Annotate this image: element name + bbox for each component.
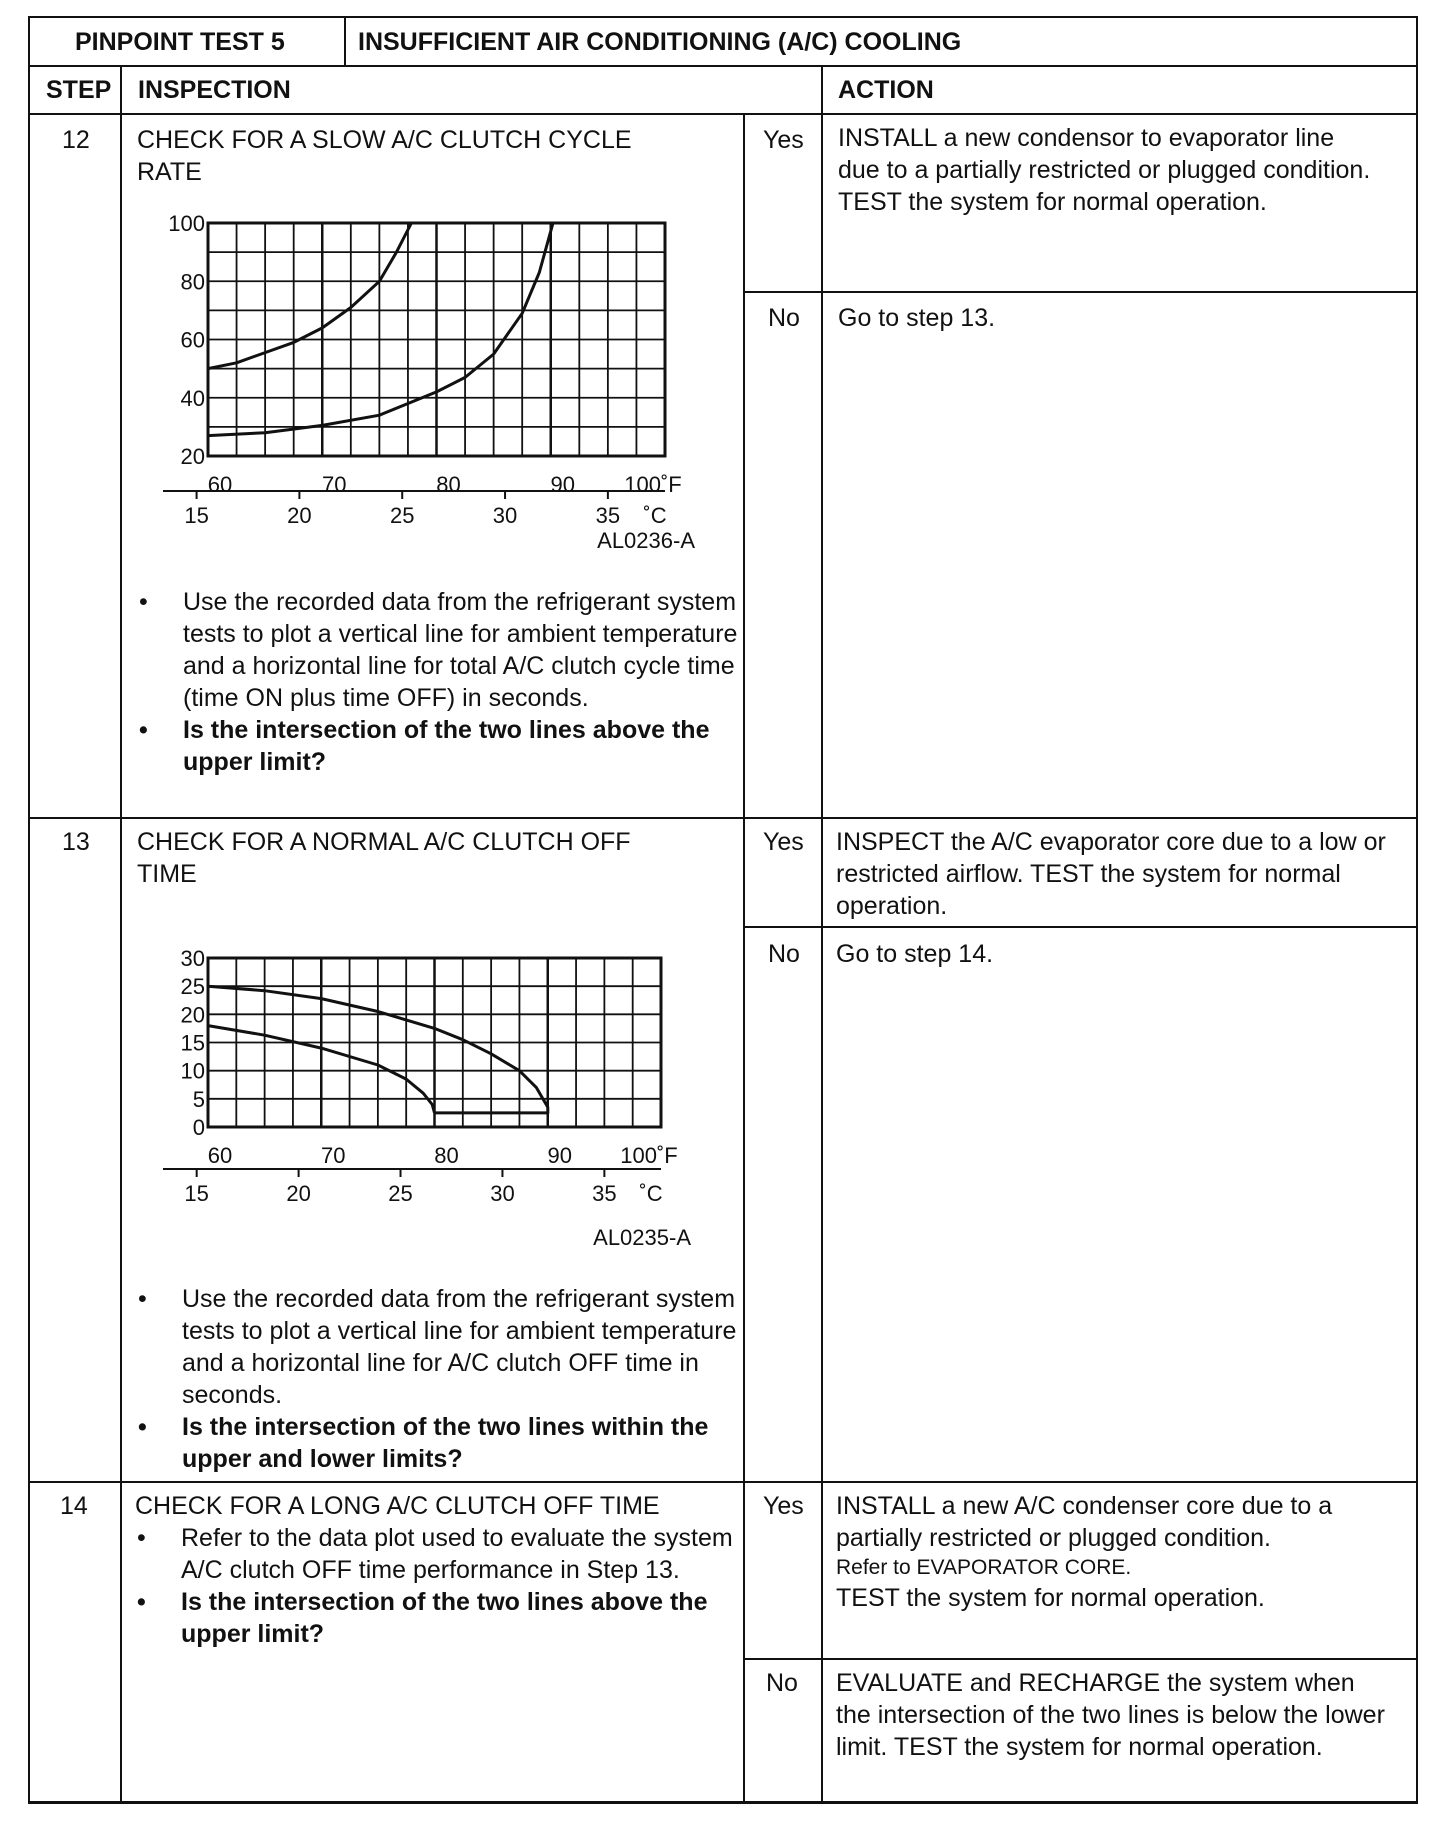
no-label: No bbox=[768, 304, 800, 332]
celsius-tick-label: 35 bbox=[595, 503, 621, 528]
bullet-question: • Is the intersection of the two lines above the upper limit? bbox=[133, 1586, 738, 1650]
x-tick-label-f: 90 bbox=[550, 472, 575, 497]
x-tick-label-f: 60 bbox=[207, 1143, 233, 1168]
test-title: INSUFFICIENT AIR CONDITIONING (A/C) COOLING bbox=[358, 28, 962, 56]
x-tick-label-f: 70 bbox=[322, 472, 347, 497]
y-tick-label: 15 bbox=[180, 1030, 205, 1056]
x-tick-label-f: 70 bbox=[321, 1143, 346, 1168]
yes-label: Yes bbox=[763, 126, 804, 154]
yes-action-ref: Refer to EVAPORATOR CORE. bbox=[836, 1556, 1132, 1579]
bullet-question: • Is the intersection of the two lines above the upper limit? bbox=[135, 714, 740, 778]
step-number: 13 bbox=[62, 828, 90, 856]
y-tick-label: 60 bbox=[180, 327, 205, 353]
y-tick-label: 5 bbox=[192, 1086, 205, 1112]
x-tick-label-f: 100˚F bbox=[620, 1143, 678, 1168]
figure-id: AL0236-A bbox=[597, 528, 695, 553]
step-number: 12 bbox=[62, 126, 90, 154]
celsius-tick-label: 15 bbox=[184, 503, 209, 528]
y-tick-label: 25 bbox=[180, 974, 205, 1000]
y-tick-label: 30 bbox=[180, 946, 205, 971]
celsius-tick-label: 25 bbox=[389, 503, 415, 528]
title-line: CHECK FOR A SLOW A/C CLUTCH CYCLE bbox=[137, 126, 632, 154]
yes-action: INSPECT the A/C evaporator core due to a low or restricted airflow. TEST the system for normal operation. bbox=[836, 828, 1386, 920]
step-number: 14 bbox=[60, 1492, 88, 1520]
test-label: PINPOINT TEST 5 bbox=[75, 28, 285, 56]
yes-action-test: TEST the system for normal operation. bbox=[836, 1584, 1265, 1612]
x-tick-label-f: 80 bbox=[434, 1143, 459, 1168]
celsius-unit: ˚C bbox=[639, 1181, 663, 1206]
y-tick-label: 100 bbox=[168, 211, 205, 236]
x-tick-label-f: 100˚F bbox=[624, 472, 682, 497]
title-line: RATE bbox=[137, 158, 202, 186]
y-tick-label: 40 bbox=[180, 385, 205, 411]
celsius-tick-label: 20 bbox=[287, 503, 312, 528]
y-tick-label: 80 bbox=[180, 269, 205, 295]
no-action: EVALUATE and RECHARGE the system when the intersection of the two lines is below the lower limit. TEST the system for normal operation. bbox=[836, 1669, 1385, 1761]
no-action: Go to step 14. bbox=[836, 940, 994, 968]
yes-label: Yes bbox=[763, 1492, 804, 1520]
step-title: CHECK FOR A LONG A/C CLUTCH OFF TIME bbox=[135, 1492, 660, 1520]
figure-id: AL0235-A bbox=[593, 1225, 691, 1250]
x-tick-label-f: 80 bbox=[436, 472, 461, 497]
no-label: No bbox=[768, 940, 800, 968]
y-tick-label: 10 bbox=[180, 1058, 205, 1084]
col-step: STEP bbox=[46, 76, 112, 104]
x-tick-label-f: 90 bbox=[547, 1143, 572, 1168]
y-tick-label: 0 bbox=[192, 1115, 205, 1140]
bullet: • Refer to the data plot used to evaluate the system A/C clutch OFF time performance in Step 13. bbox=[133, 1522, 738, 1586]
bullet-question: • Is the intersection of the two lines within the upper and lower limits? bbox=[134, 1411, 739, 1475]
yes-label: Yes bbox=[763, 828, 804, 856]
col-action: ACTION bbox=[838, 76, 934, 104]
celsius-tick-label: 30 bbox=[492, 503, 518, 528]
title-line: TIME bbox=[137, 860, 197, 888]
series-line-upper-limit bbox=[208, 223, 411, 369]
celsius-tick-label: 20 bbox=[286, 1181, 311, 1206]
title-line: CHECK FOR A NORMAL A/C CLUTCH OFF bbox=[137, 828, 631, 856]
bullet: • Use the recorded data from the refrigerant system tests to plot a vertical line for ambient temperature and a horizontal line for total A/C clutch cycle time (time ON plus time OFF) in seconds. bbox=[135, 586, 740, 714]
celsius-tick-label: 30 bbox=[490, 1181, 515, 1206]
y-tick-label: 20 bbox=[180, 1002, 205, 1028]
yes-action: INSTALL a new condensor to evaporator line due to a partially restricted or plugged condition. TEST the system for normal operation. bbox=[838, 124, 1371, 216]
yes-action-text: INSTALL a new A/C condenser core due to a partially restricted or plugged condition. bbox=[836, 1492, 1333, 1552]
no-label: No bbox=[766, 1669, 798, 1697]
col-inspection: INSPECTION bbox=[138, 76, 291, 104]
no-action: Go to step 13. bbox=[838, 304, 996, 332]
series-line-lower-limit bbox=[208, 223, 553, 436]
bullet: • Use the recorded data from the refrigerant system tests to plot a vertical line for ambient temperature and a horizontal line for A/C clutch OFF time in seconds. bbox=[134, 1283, 739, 1411]
y-tick-label: 20 bbox=[180, 444, 205, 469]
celsius-tick-label: 35 bbox=[592, 1181, 617, 1206]
celsius-unit: ˚C bbox=[643, 503, 667, 528]
celsius-tick-label: 25 bbox=[388, 1181, 413, 1206]
celsius-tick-label: 15 bbox=[184, 1181, 209, 1206]
x-tick-label-f: 60 bbox=[207, 472, 233, 497]
